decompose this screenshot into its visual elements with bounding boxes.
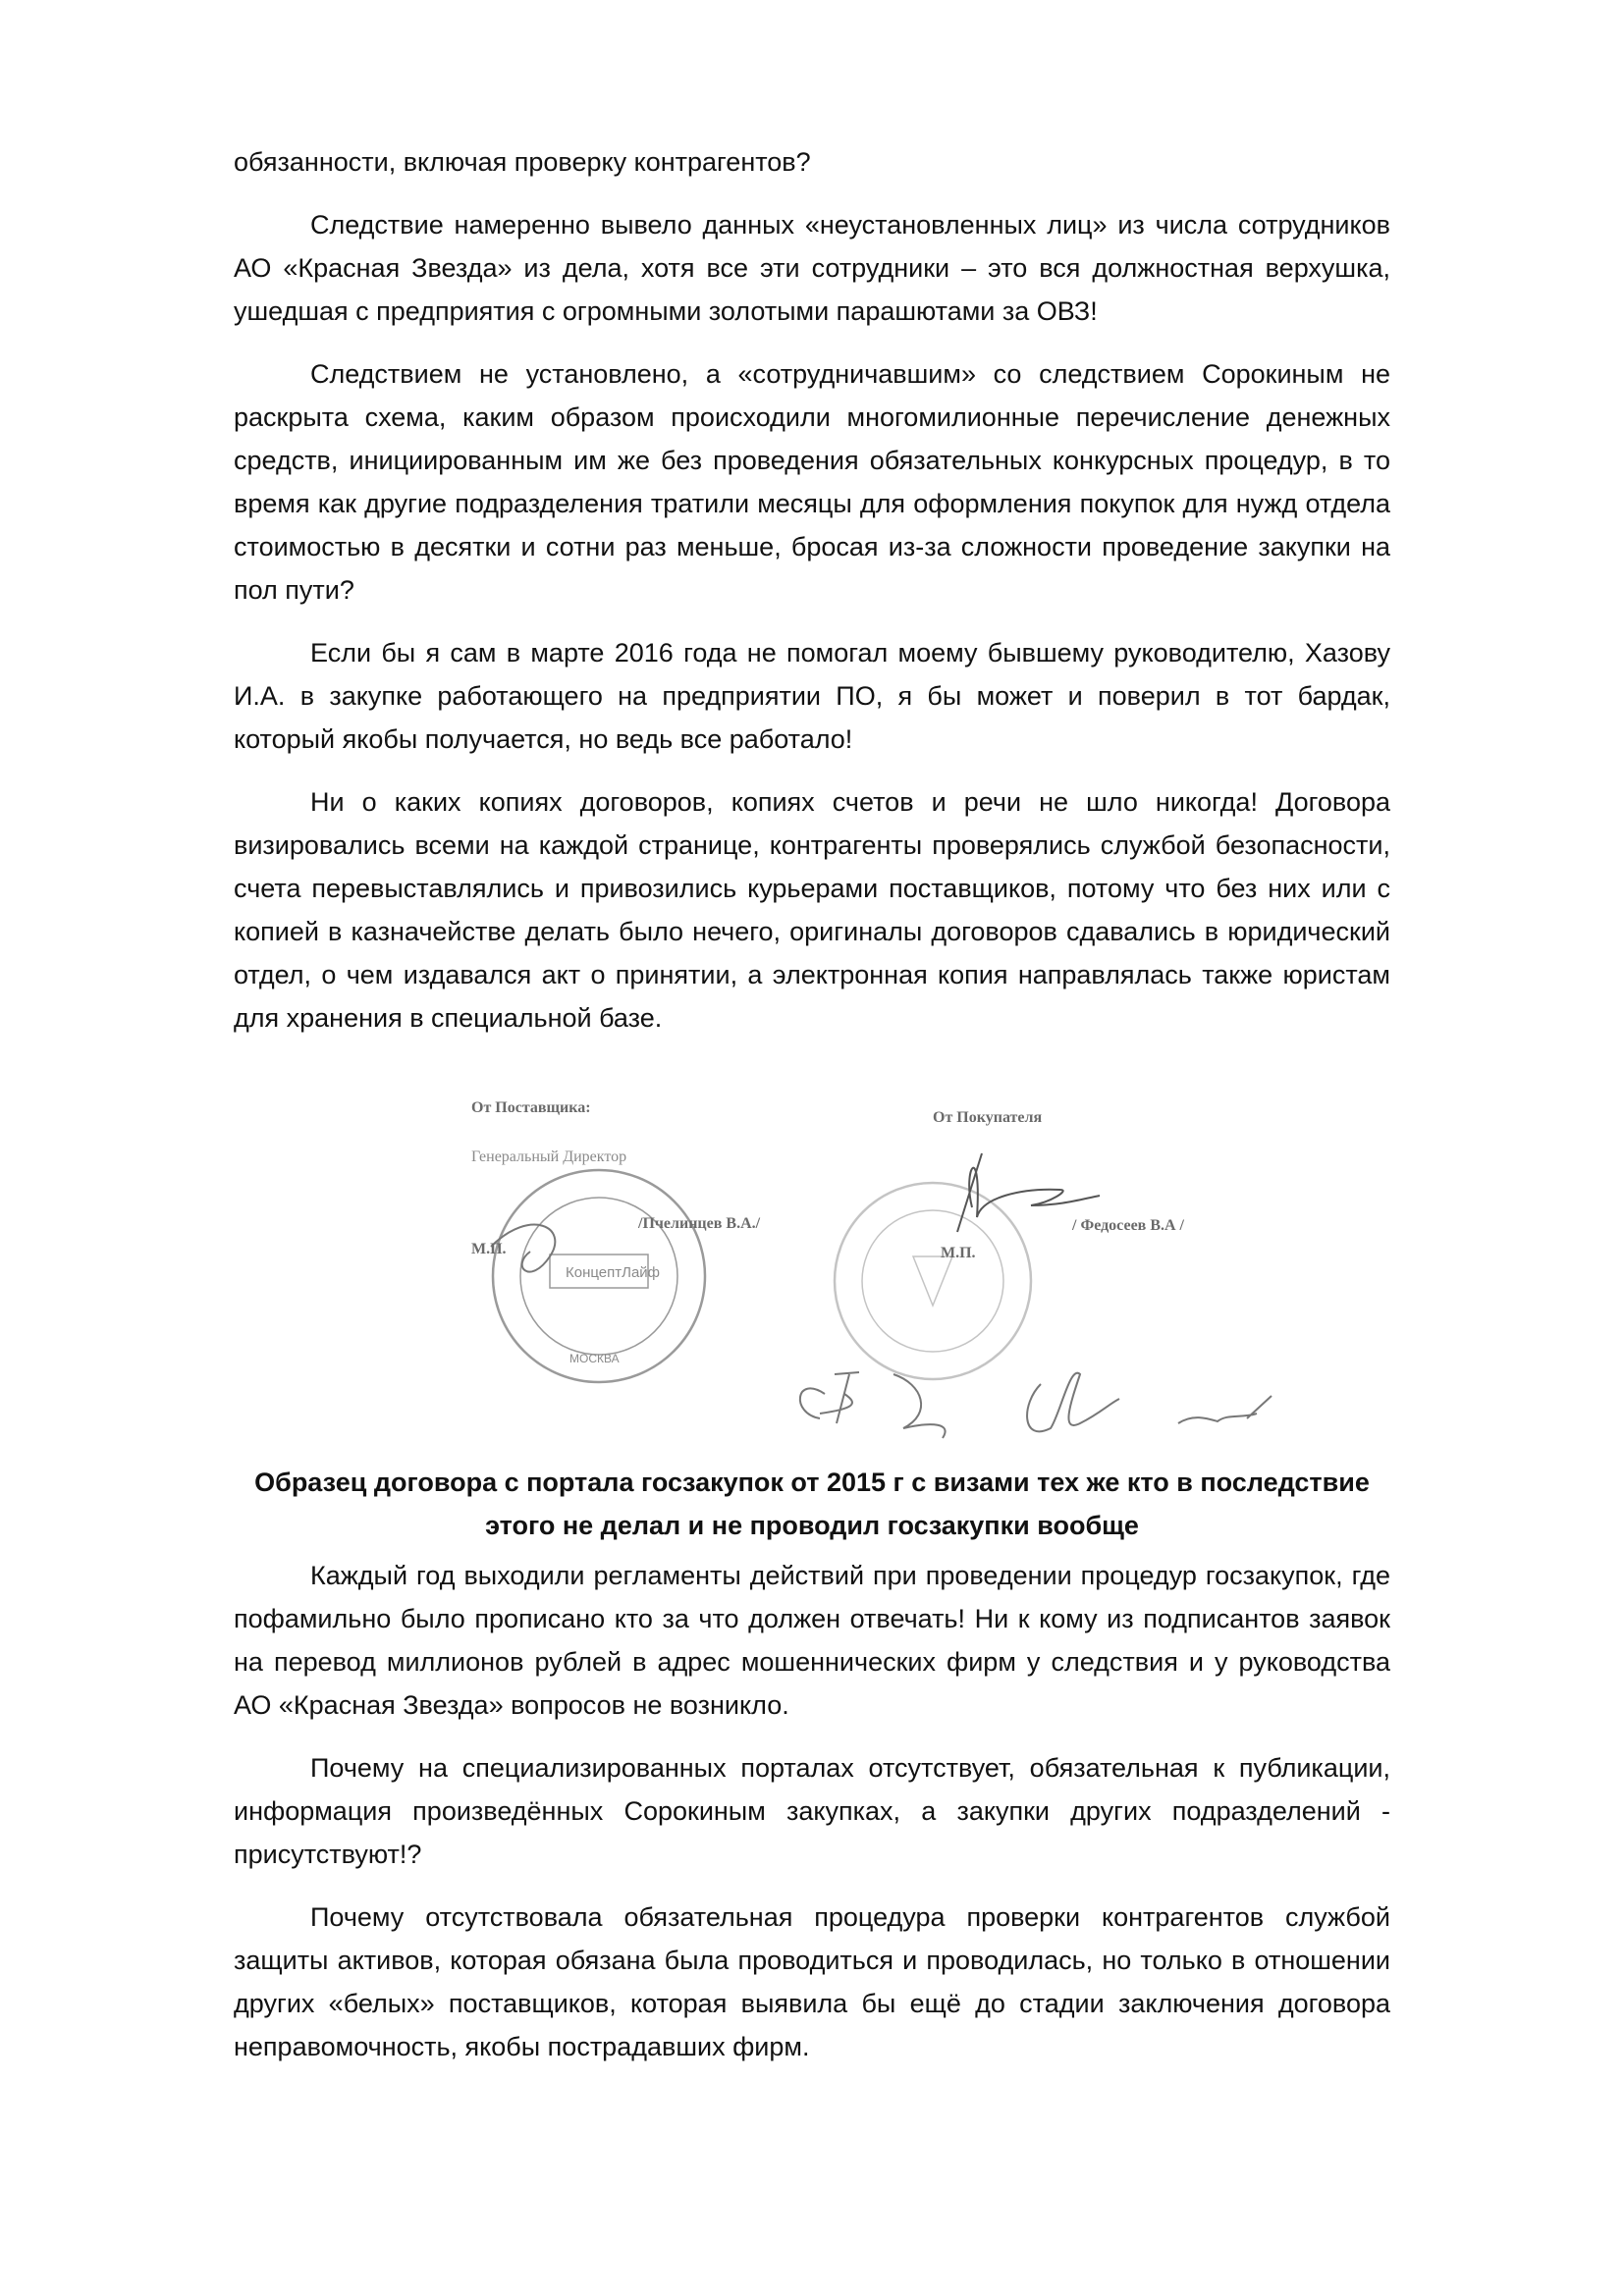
stamp-city: МОСКВА [569,1352,620,1365]
figure-caption: Образец договора с портала госзакупок от 2015 г с визами тех же кто в последствие этого не делал и не проводил госзакупки вообще [254,1468,1370,1540]
visa-signatures [800,1372,1272,1438]
paragraph: Если бы я сам в марте 2016 года не помогал моему бывшему руководителю, Хазову И.А. в закупке работающего на предприятии ПО, я бы может и поверил в тот бардак, который якобы получается, но ведь все работало! [234,638,1390,754]
buyer-header: От Покупателя [933,1109,1043,1126]
paragraph: обязанности, включая проверку контрагентов? [234,147,811,177]
paragraph: Почему отсутствовала обязательная процедура проверки контрагентов службой защиты активов, которая обязана была проводиться и проводилась, но только в отношении других «белых» поставщиков, которая выявила бы ещё до стадии заключения договора неправомочность, якобы пострадавших фирм. [234,1902,1390,2061]
paragraph: Ни о каких копиях договоров, копиях счетов и речи не шло никогда! Договора визировались всеми на каждой странице, контрагенты проверялись службой безопасности, счета перевыставлялись и привозились курьерами поставщиков, потому что без них или с копией в казначействе делать было нечего, оригиналы договоров сдавались в юридический отдел, о чем издавался акт о принятии, а электронная копия направлялась также юристам для хранения в специальной базе. [234,787,1390,1033]
signature-stamp-graphic [471,1080,1335,1453]
supplier-name: /Пчелинцев В.А./ [638,1215,761,1232]
supplier-title: Генеральный Директор [471,1148,627,1165]
paragraph: Почему на специализированных порталах отсутствует, обязательная к публикации, информация произведённых Сорокиным закупках, а закупки других подразделений - присутствуют!? [234,1753,1390,1869]
paragraph: Каждый год выходили регламенты действий при проведении процедур госзакупок, где пофамильно было прописано кто за что должен отвечать! Ни к кому из подписантов заявок на перевод миллионов рублей в адрес мошеннических фирм у следствия и у руководства АО «Красная Звезда» вопросов не возникло. [234,1561,1390,1720]
supplier-mp: М.П. [471,1241,507,1257]
buyer-mp: М.П. [941,1245,976,1261]
body-text-bottom [234,1554,1390,2088]
buyer-name: / Федосеев В.А / [1072,1217,1184,1234]
buyer-stamp [835,1183,1031,1379]
supplier-stamp [493,1170,705,1382]
body-text-top [234,140,1390,1059]
paragraph: Следствие намеренно вывело данных «неустановленных лиц» из числа сотрудников АО «Красная Звезда» из дела, хотя все эти сотрудники – это вся должностная верхушка, ушедшая с предприятия с огромными золотыми парашютами за ОВЗ! [234,210,1390,326]
paragraph: Следствием не установлено, а «сотрудничавшим» со следствием Сорокиным не раскрыта схема, каким образом происходили многомилионные перечисление денежных средств, инициированным им же без проведения обязательных конкурсных процедур, в то время как другие подразделения тратили месяцы для оформления покупок для нужд отдела стоимостью в десятки и сотни раз меньше, бросая из-за сложности проведение закупки на пол пути? [234,359,1390,605]
supplier-header: От Поставщика: [471,1099,591,1116]
stamp-text: КонцептЛайф [566,1264,661,1281]
contract-signature-excerpt [471,1080,1335,1453]
